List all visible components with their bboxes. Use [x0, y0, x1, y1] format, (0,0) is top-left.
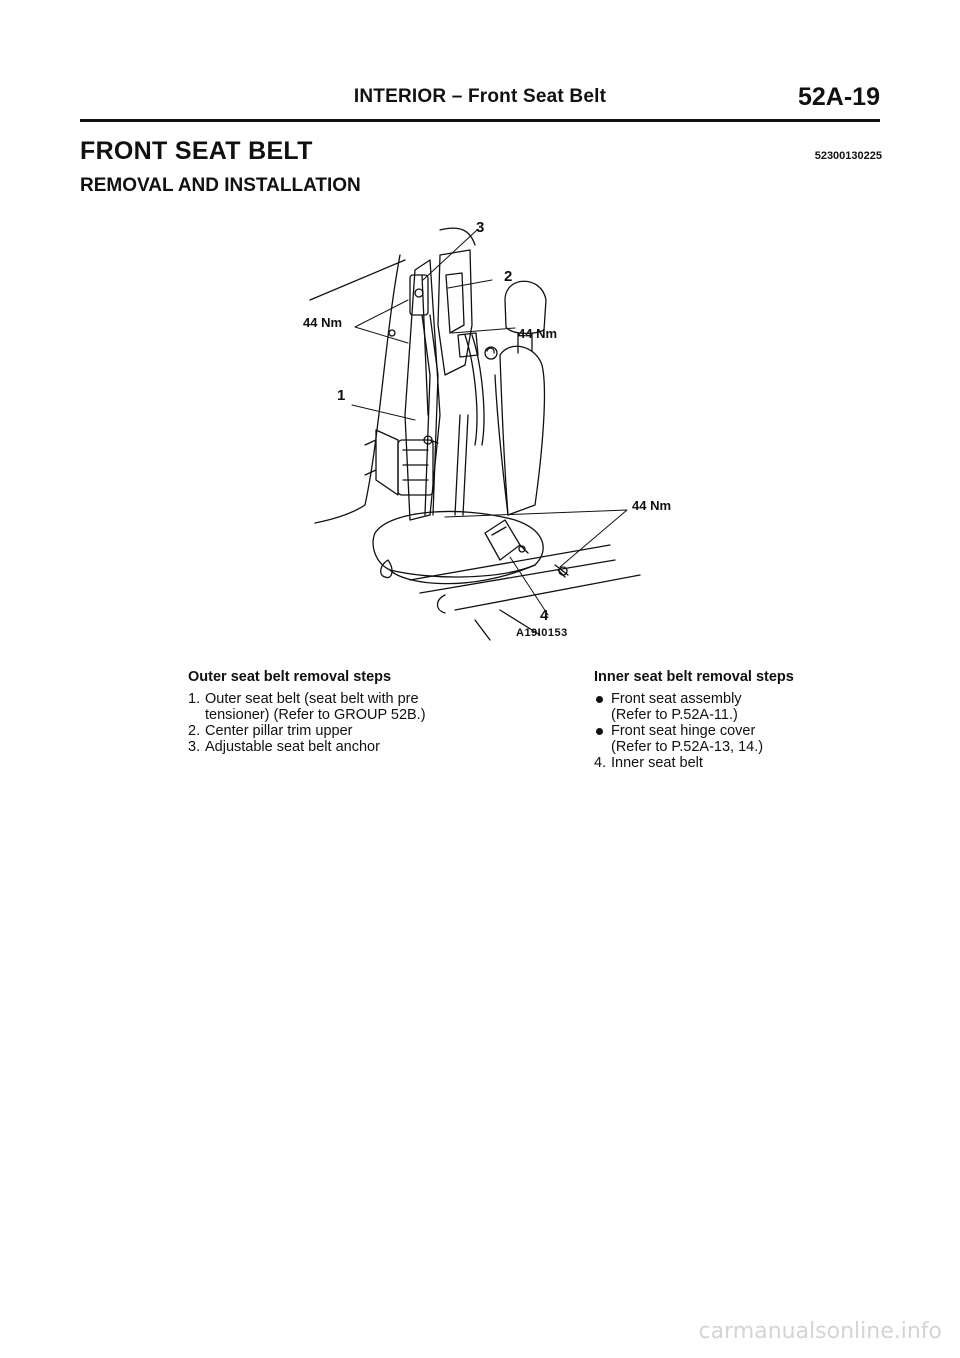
page-header — [80, 83, 880, 118]
step-text: Center pillar trim upper — [205, 723, 353, 739]
torque-label-right: 44 Nm — [632, 498, 672, 513]
list-item — [594, 755, 884, 771]
callout-2: 2 — [504, 268, 513, 285]
callout-1: 1 — [337, 387, 346, 404]
step-text: Front seat hinge cover — [611, 723, 756, 739]
watermark: carmanualsonline.info — [698, 1319, 942, 1344]
list-item — [188, 691, 488, 723]
step-text: (Refer to P.52A-13, 14.) — [611, 739, 764, 755]
step-text: Outer seat belt (seat belt with pre — [205, 691, 419, 707]
callout-4: 4 — [540, 607, 549, 624]
subsection-title: REMOVAL AND INSTALLATION — [80, 175, 361, 196]
step-number: 4. — [594, 755, 607, 771]
outer-steps — [188, 669, 488, 755]
header-title: INTERIOR – Front Seat Belt — [353, 86, 607, 107]
page-number: 52A-19 — [798, 83, 880, 111]
outer-steps-title: Outer seat belt removal steps — [188, 669, 392, 685]
bullet-icon — [596, 728, 603, 735]
bullet-icon — [596, 696, 603, 703]
list-item — [594, 691, 884, 723]
step-text: Front seat assembly — [611, 691, 742, 707]
torque-label-left: 44 Nm — [303, 315, 343, 330]
list-item — [188, 739, 488, 755]
seat-belt-diagram — [280, 215, 720, 645]
figure-code: A19I0153 — [516, 627, 568, 639]
inner-steps — [594, 669, 884, 771]
inner-steps-title: Inner seat belt removal steps — [594, 669, 794, 685]
step-text: (Refer to P.52A-11.) — [611, 707, 738, 723]
step-text: Adjustable seat belt anchor — [205, 739, 380, 755]
step-number: 1. — [188, 691, 201, 707]
header-rule — [80, 119, 880, 122]
callout-3: 3 — [476, 219, 485, 236]
torque-label-middle: 44 Nm — [518, 326, 558, 341]
section-title: FRONT SEAT BELT — [80, 137, 313, 165]
step-number: 3. — [188, 739, 201, 755]
step-text: Inner seat belt — [611, 755, 703, 771]
document-code: 52300130225 — [814, 150, 882, 162]
seat-belt-illustration — [280, 215, 720, 645]
step-text: tensioner) (Refer to GROUP 52B.) — [205, 707, 426, 723]
step-number: 2. — [188, 723, 201, 739]
list-item — [594, 723, 884, 755]
list-item — [188, 723, 488, 739]
